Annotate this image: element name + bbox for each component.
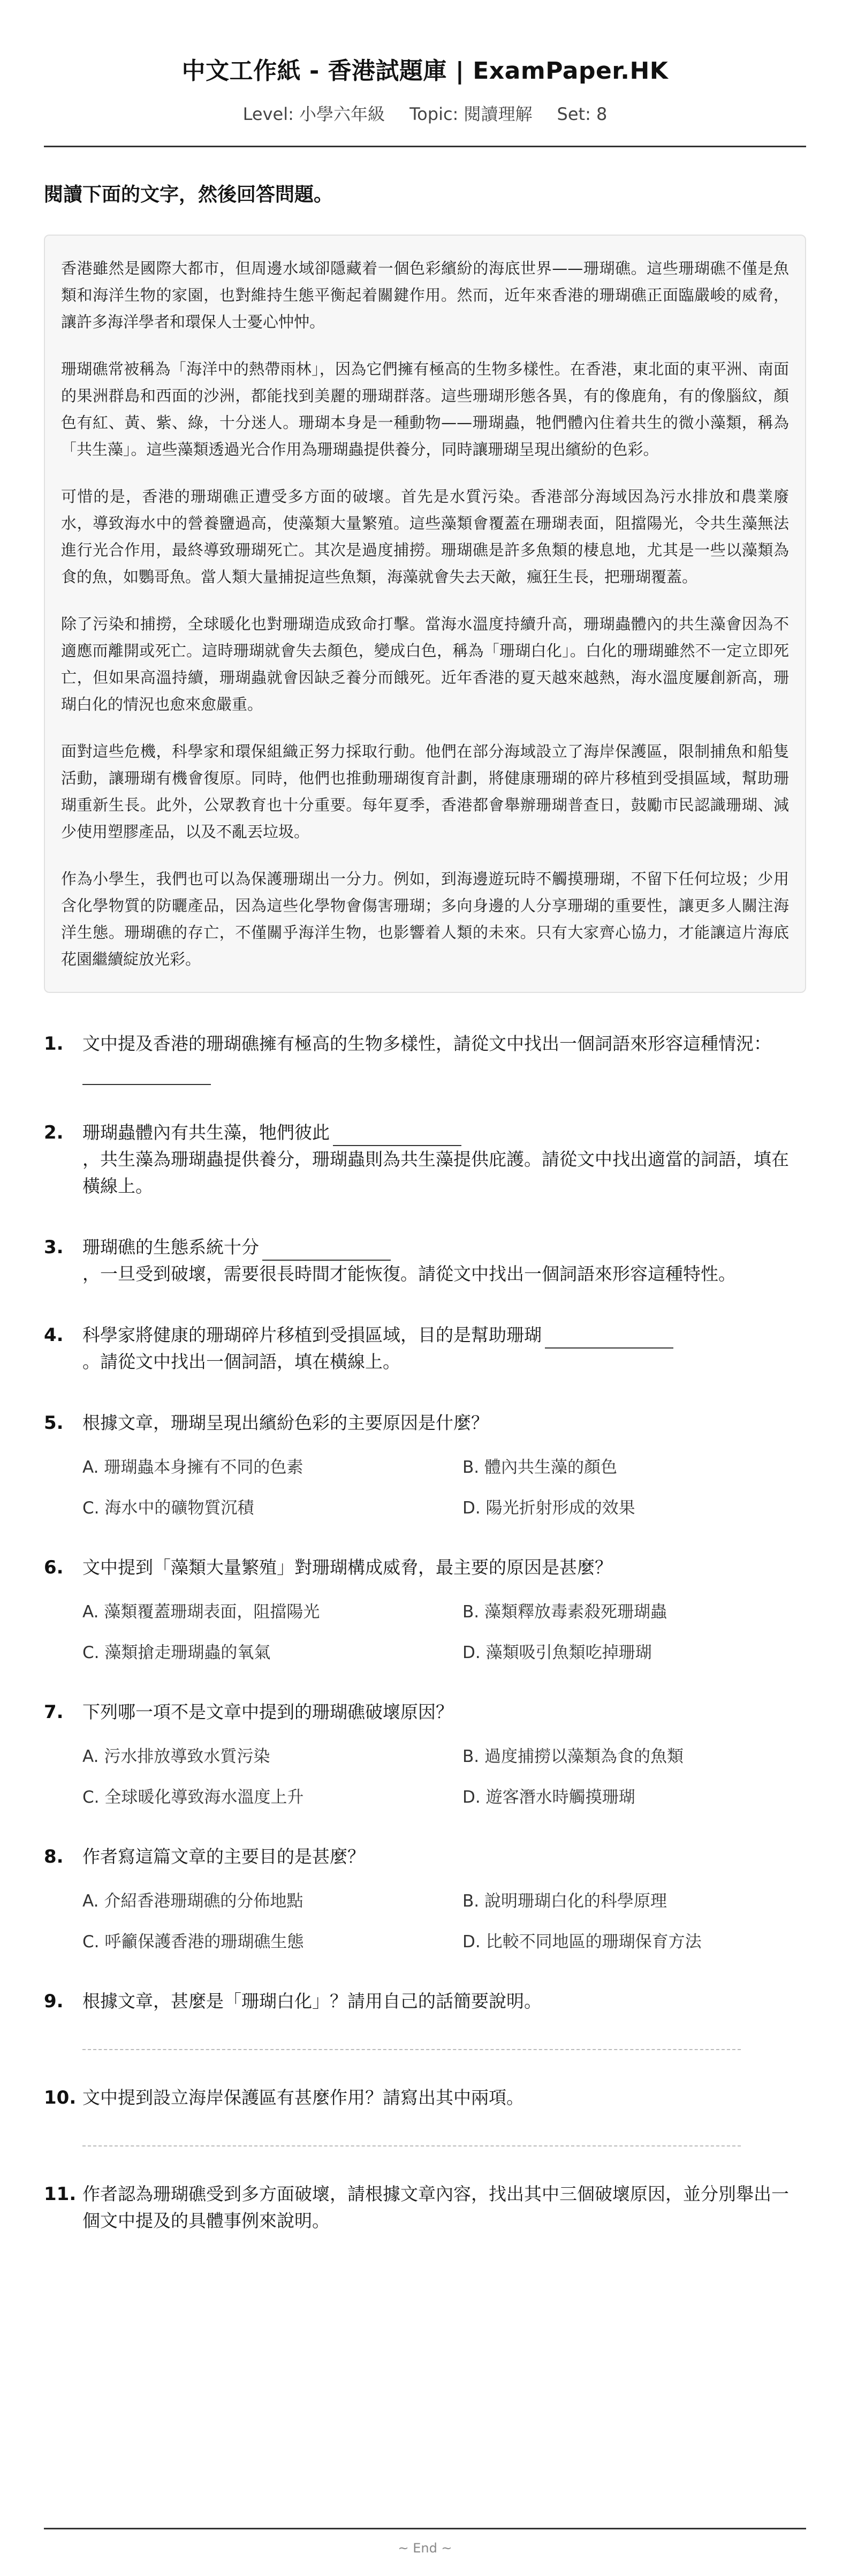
passage-paragraph: 除了污染和捕撈，全球暖化也對珊瑚造成致命打擊。當海水溫度持續升高，珊瑚蟲體內的共生藻會因為不適應而離開或死亡。這時珊瑚就會失去顏色，變成白色，稱為「珊瑚白化」。白化的珊瑚雖然不一定立即死亡，但如果高溫持續，珊瑚蟲就會因缺乏養分而餓死。近年香港的夏天越來越熱，海水溫度屢創新高，珊瑚白化的情況也愈來愈嚴重。 (61, 615, 789, 713)
question-5 (44, 1410, 806, 1520)
answer-line[interactable] (82, 2028, 741, 2050)
option-d[interactable]: D. 遊客潛水時觸摸珊瑚 (462, 1788, 635, 1807)
option-grid (82, 1600, 806, 1664)
worksheet-header (44, 0, 806, 125)
question-text: 作者認為珊瑚礁受到多方面破壞，請根據文章內容，找出其中三個破壞原因，並分別舉出一個文中提及的具體事例來說明。 (82, 2183, 789, 2231)
topic-label: Topic: 閱讀理解 (409, 104, 533, 124)
passage-paragraph: 作為小學生，我們也可以為保護珊瑚出一分力。例如，到海邊遊玩時不觸摸珊瑚，不留下任何垃圾；少用含化學物質的防曬產品，因為這些化學物會傷害珊瑚；多向身邊的人分享珊瑚的重要性，讓更多人關注海洋生態。珊瑚礁的存亡，不僅關乎海洋生物，也影響着人類的未來。只有大家齊心協力，才能讓這片海底花園繼續綻放光彩。 (61, 870, 789, 968)
answer-blank[interactable] (333, 1127, 461, 1146)
level-label: Level: 小學六年級 (242, 104, 385, 124)
header-divider (44, 146, 806, 147)
question-number: 6. (44, 1557, 64, 1578)
option-b[interactable]: B. 說明珊瑚白化的科學原理 (462, 1892, 667, 1911)
page-title: 中文工作紙 - 香港試題庫 | ExamPaper.HK (181, 57, 669, 85)
option-b[interactable]: B. 藻類釋放毒素殺死珊瑚蟲 (462, 1602, 667, 1622)
question-number: 1. (44, 1033, 64, 1054)
question-text-continued: ，一旦受到破壞，需要很長時間才能恢復。請從文中找出一個詞語來形容這種特性。 (82, 1263, 736, 1284)
question-text-continued: 。請從文中找出一個詞語，填在橫線上。 (82, 1351, 400, 1372)
option-b[interactable]: B. 體內共生藻的顏色 (462, 1458, 617, 1477)
option-a[interactable]: A. 介紹香港珊瑚礁的分佈地點 (82, 1892, 303, 1911)
question-number: 5. (44, 1412, 64, 1434)
instruction-text: 閱讀下面的文字，然後回答問題。 (44, 184, 333, 206)
question-text: 科學家將健康的珊瑚碎片移植到受損區域，目的是幫助珊瑚 (82, 1324, 542, 1345)
question-text: 珊瑚蟲體內有共生藻，牠們彼此 (82, 1122, 330, 1143)
option-d[interactable]: D. 藻類吸引魚類吃掉珊瑚 (462, 1643, 652, 1662)
question-text: 珊瑚礁的生態系統十分 (82, 1237, 259, 1257)
option-a[interactable]: A. 藻類覆蓋珊瑚表面，阻擋陽光 (82, 1602, 320, 1622)
question-text: 作者寫這篇文章的主要目的是甚麼？ (82, 1846, 365, 1867)
question-text: 文中提到「藻類大量繁殖」對珊瑚構成威脅，最主要的原因是甚麼？ (82, 1557, 612, 1578)
question-number: 8. (44, 1846, 64, 1867)
question-10 (44, 2084, 806, 2146)
question-list (44, 1030, 806, 2234)
answer-line[interactable] (82, 2124, 741, 2146)
passage-paragraph: 珊瑚礁常被稱為「海洋中的熱帶雨林」，因為它們擁有極高的生物多樣性。在香港，東北面的東平洲、南面的果洲群島和西面的沙洲，都能找到美麗的珊瑚群落。這些珊瑚形態各異，有的像鹿角，有的像腦紋，顏色有紅、黃、紫、綠，十分迷人。珊瑚本身是一種動物——珊瑚蟲，牠們體內住着共生的微小藻類，稱為「共生藻」。這些藻類透過光合作用為珊瑚蟲提供養分，同時讓珊瑚呈現出繽紛的色彩。 (61, 360, 789, 458)
option-c[interactable]: C. 全球暖化導致海水溫度上升 (82, 1788, 304, 1807)
option-grid (82, 1456, 806, 1520)
question-2 (44, 1119, 806, 1200)
question-1 (44, 1030, 806, 1085)
option-c[interactable]: C. 海水中的礦物質沉積 (82, 1498, 254, 1518)
question-number: 11. (44, 2183, 77, 2205)
option-c[interactable]: C. 呼籲保護香港的珊瑚礁生態 (82, 1932, 304, 1952)
question-text: 下列哪一項不是文章中提到的珊瑚礁破壞原因？ (82, 1701, 453, 1722)
question-number: 4. (44, 1324, 64, 1346)
question-6 (44, 1554, 806, 1664)
question-4 (44, 1322, 806, 1375)
question-number: 10. (44, 2087, 77, 2108)
question-3 (44, 1234, 806, 1287)
question-number: 9. (44, 1991, 64, 2012)
question-number: 2. (44, 1122, 64, 1143)
question-number: 7. (44, 1701, 64, 1723)
question-8 (44, 1843, 806, 1954)
reading-passage (44, 235, 806, 993)
option-d[interactable]: D. 比較不同地區的珊瑚保育方法 (462, 1932, 702, 1952)
question-9 (44, 1988, 806, 2050)
question-text: 文中提及香港的珊瑚礁擁有極高的生物多樣性，請從文中找出一個詞語來形容這種情況： (82, 1033, 771, 1054)
question-text: 文中提到設立海岸保護區有甚麼作用？請寫出其中兩項。 (82, 2087, 524, 2108)
option-a[interactable]: A. 珊瑚蟲本身擁有不同的色素 (82, 1458, 303, 1477)
passage-paragraph: 香港雖然是國際大都市，但周邊水域卻隱藏着一個色彩繽紛的海底世界——珊瑚礁。這些珊瑚礁不僅是魚類和海洋生物的家園，也對維持生態平衡起着關鍵作用。然而，近年來香港的珊瑚礁正面臨嚴峻的威脅，讓許多海洋學者和環保人士憂心忡忡。 (61, 259, 789, 331)
question-11 (44, 2181, 806, 2234)
option-a[interactable]: A. 污水排放導致水質污染 (82, 1747, 270, 1766)
option-grid (82, 1889, 806, 1954)
set-label: Set: 8 (557, 104, 608, 124)
question-text: 根據文章，甚麼是「珊瑚白化」？請用自己的話簡要說明。 (82, 1991, 542, 2012)
answer-blank[interactable] (82, 1063, 211, 1085)
footer-divider (44, 2528, 806, 2529)
question-text: 根據文章，珊瑚呈現出繽紛色彩的主要原因是什麼？ (82, 1412, 489, 1433)
end-marker: ~ End ~ (398, 2541, 452, 2556)
passage-paragraph: 可惜的是，香港的珊瑚礁正遭受多方面的破壞。首先是水質污染。香港部分海域因為污水排放和農業廢水，導致海水中的營養鹽過高，使藻類大量繁殖。這些藻類會覆蓋在珊瑚表面，阻擋陽光，令共生藻無法進行光合作用，最終導致珊瑚死亡。其次是過度捕撈。珊瑚礁是許多魚類的棲息地，尤其是一些以藻類為食的魚，如鸚哥魚。當人類大量捕捉這些魚類，海藻就會失去天敵，瘋狂生長，把珊瑚覆蓋。 (61, 487, 789, 586)
option-grid (82, 1745, 806, 1809)
option-d[interactable]: D. 陽光折射形成的效果 (462, 1498, 635, 1518)
option-b[interactable]: B. 過度捕撈以藻類為食的魚類 (462, 1747, 684, 1766)
question-7 (44, 1699, 806, 1809)
question-number: 3. (44, 1237, 64, 1258)
worksheet-meta (44, 101, 806, 125)
worksheet-page (44, 0, 806, 2269)
option-c[interactable]: C. 藻類搶走珊瑚蟲的氧氣 (82, 1643, 271, 1662)
answer-blank[interactable] (545, 1329, 673, 1349)
question-text-continued: ，共生藻為珊瑚蟲提供養分，珊瑚蟲則為共生藻提供庇護。請從文中找出適當的詞語，填在橫線上。 (82, 1149, 789, 1196)
passage-paragraph: 面對這些危機，科學家和環保組織正努力採取行動。他們在部分海域設立了海岸保護區，限制捕魚和船隻活動，讓珊瑚有機會復原。同時，他們也推動珊瑚復育計劃，將健康珊瑚的碎片移植到受損區域，幫助珊瑚重新生長。此外，公眾教育也十分重要。每年夏季，香港都會舉辦珊瑚普查日，鼓勵市民認識珊瑚、減少使用塑膠產品，以及不亂丟垃圾。 (61, 742, 789, 841)
answer-blank[interactable] (262, 1241, 391, 1261)
